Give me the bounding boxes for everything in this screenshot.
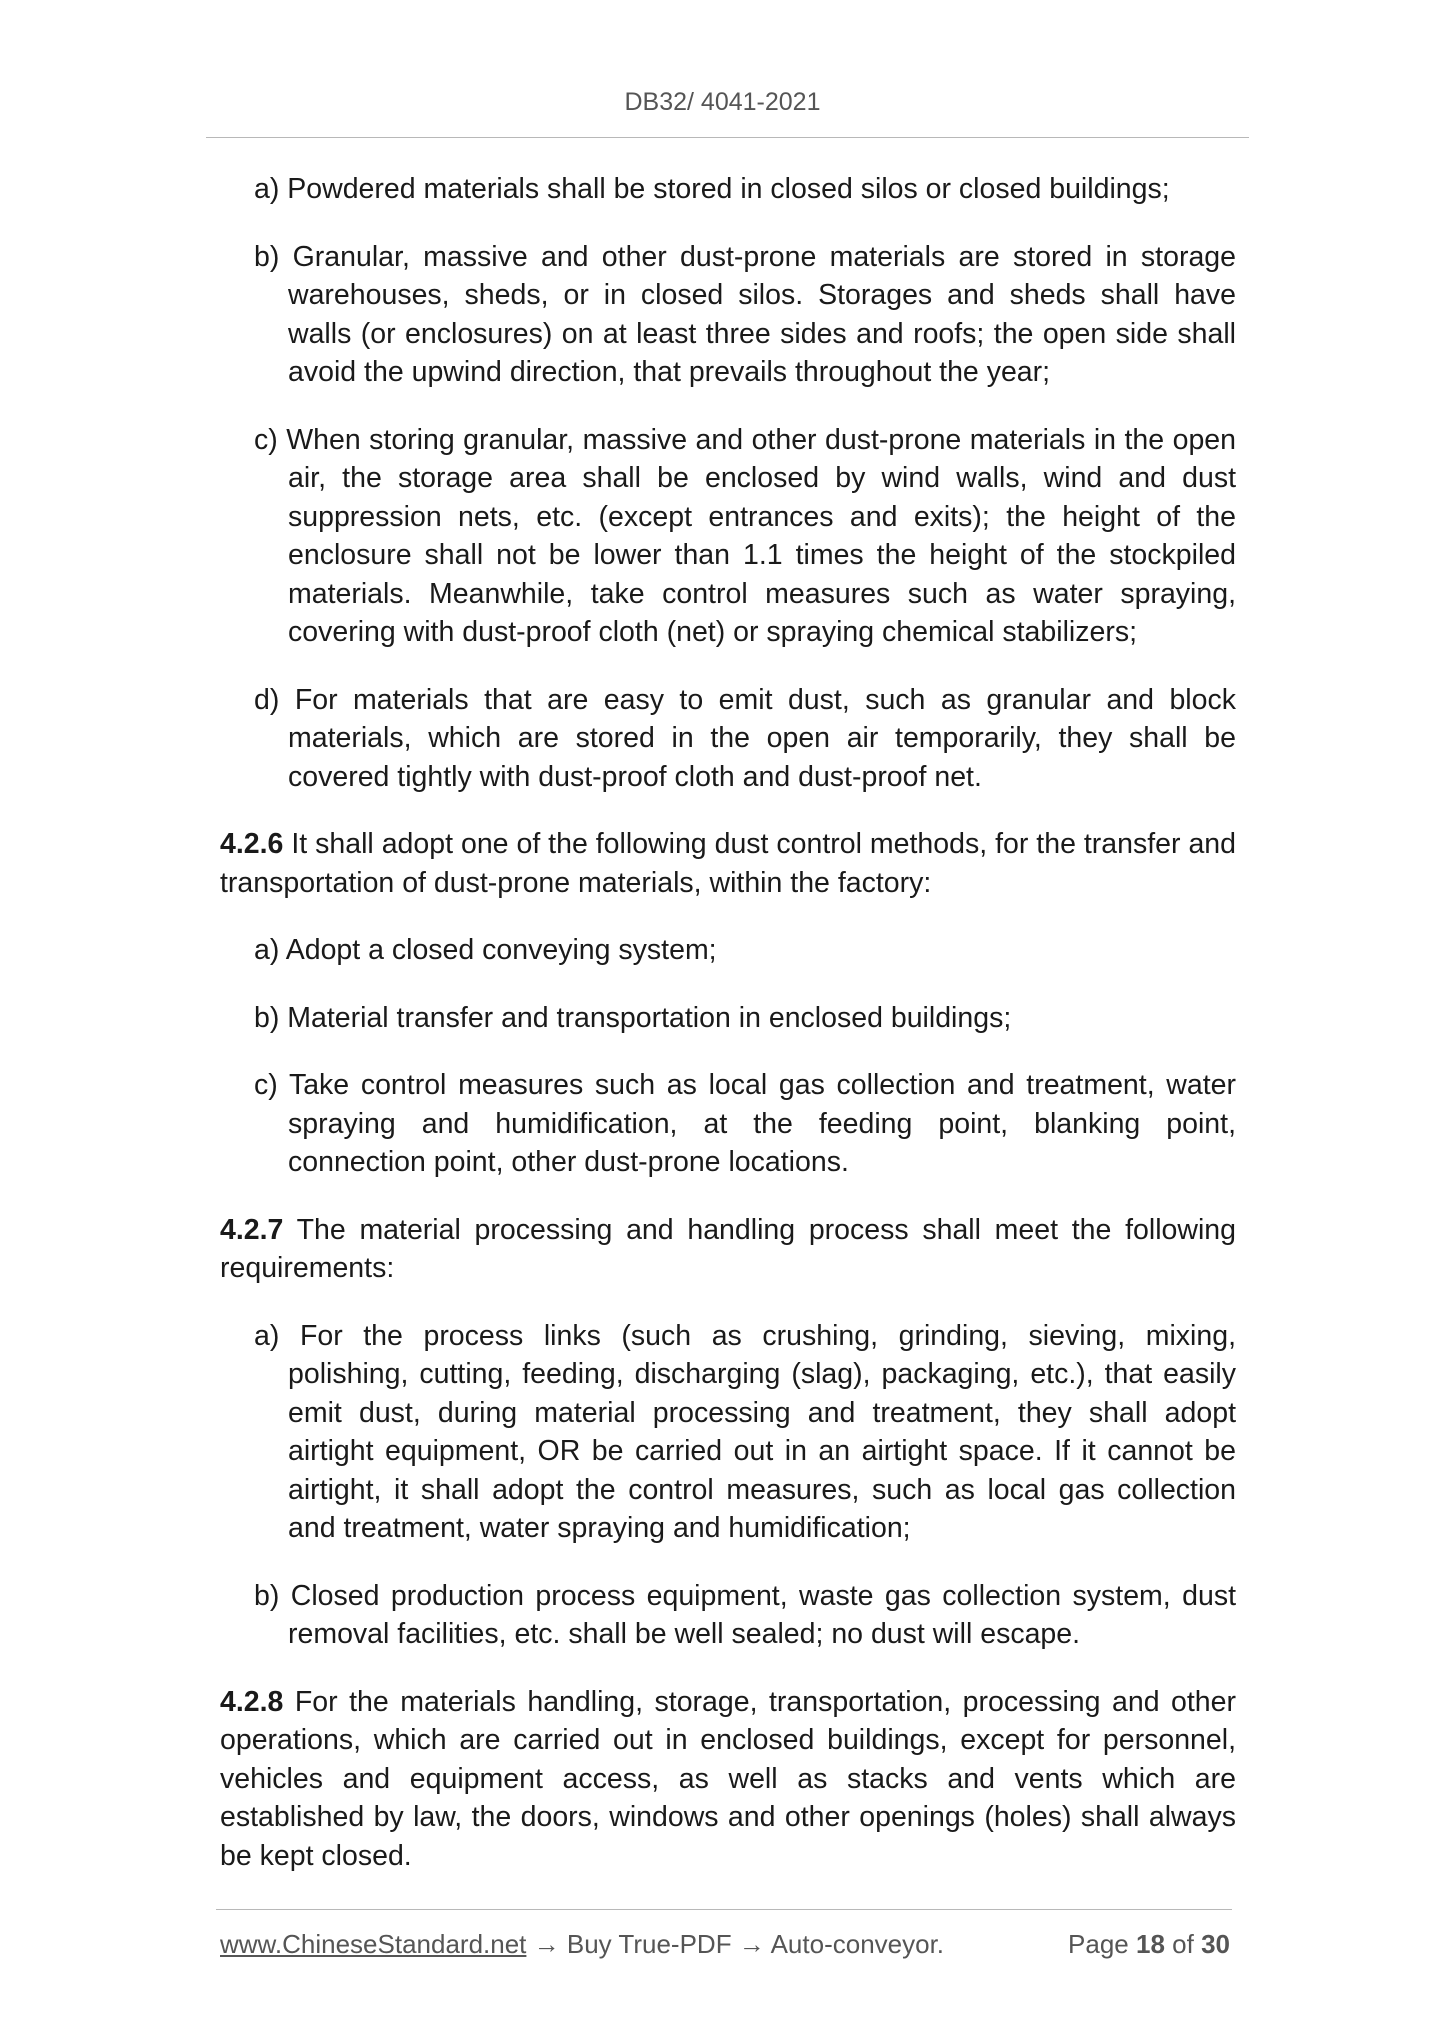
item-text: Take control measures such as local gas collection and treatment, water spraying and humidification, at the feeding point, blanking point, connection point, other dust-prone locations. [288, 1069, 1236, 1178]
document-body [220, 170, 1236, 1904]
page-footer [220, 1929, 1230, 1960]
footer-trail-text: → Buy True-PDF → Auto-conveyor. [533, 1929, 945, 1959]
item-label: c) [254, 1069, 278, 1101]
website-link[interactable]: www.ChineseStandard.net [220, 1929, 527, 1959]
clause-number: 4.2.6 [220, 828, 284, 860]
footer-divider [216, 1909, 1232, 1910]
footer-left [220, 1929, 944, 1960]
of-word: of [1172, 1929, 1194, 1959]
clause-number: 4.2.7 [220, 1213, 284, 1246]
item-text: For materials that are easy to emit dust, such as granular and block materials, which are stored in the open air temporarily, they shall be covered tightly with dust-proof cloth and dust-proof net. [288, 683, 1236, 793]
clause-paragraph [220, 1683, 1236, 1876]
item-text: When storing granular, massive and other dust-prone materials in the open air, the storage area shall be enclosed by wind walls, wind and dust suppression nets, etc. (except entrances and exits); the height of the enclosure shall not be lower than 1.1 times the height of the stockpiled materials. Meanwhile, take control measures such as water spraying, covering with dust-proof cloth (net) or spraying chemical stabilizers; [286, 423, 1236, 648]
item-text: Granular, massive and other dust-prone materials are stored in storage warehouses, sheds, or in closed silos. Storages and sheds shall have walls (or enclosures) on at least three sides and roofs; the open side shall avoid the upwind direction, that prevails throughout the year; [288, 240, 1236, 388]
item-label: b) [254, 1001, 280, 1034]
clause-number: 4.2.8 [220, 1685, 284, 1718]
page-word: Page [1068, 1929, 1129, 1959]
document-id-header: DB32/ 4041-2021 [624, 88, 821, 116]
item-label: c) [254, 423, 278, 456]
page-indicator [1068, 1929, 1230, 1960]
item-label: a) [254, 934, 280, 966]
total-pages-number: 30 [1201, 1929, 1230, 1959]
list-item [220, 421, 1236, 652]
item-text: Closed production process equipment, waste gas collection system, dust removal facilities, etc. shall be well sealed; no dust will escape. [288, 1579, 1236, 1650]
item-label: a) [254, 1319, 280, 1352]
list-item [220, 238, 1236, 392]
clause-paragraph [220, 825, 1236, 902]
clause-text: It shall adopt one of the following dust control methods, for the transfer and transportation of dust-prone materials, within the factory: [220, 828, 1236, 899]
item-text: Adopt a closed conveying system; [285, 934, 717, 966]
current-page-number: 18 [1136, 1929, 1165, 1959]
list-item [220, 170, 1236, 209]
list-item [220, 1317, 1236, 1548]
item-text: Material transfer and transportation in enclosed buildings; [287, 1001, 1012, 1034]
list-item [220, 999, 1236, 1038]
item-label: b) [254, 240, 280, 273]
list-item [220, 1577, 1236, 1654]
item-text: For the process links (such as crushing, grinding, sieving, mixing, polishing, cutting, feeding, discharging (slag), packaging, etc.), that easily emit dust, during material processing and treatment, they shall adopt airtight equipment, OR be carried out in an airtight space. If it cannot be airtight, it shall adopt the control measures, such as local gas collection and treatment, water spraying and humidification; [288, 1319, 1237, 1544]
clause-text: For the materials handling, storage, transportation, processing and other operations, which are carried out in enclosed buildings, except for personnel, vehicles and equipment access, as well as stacks and vents which are established by law, the doors, windows and other openings (holes) shall always be kept closed. [220, 1685, 1237, 1872]
item-label: d) [254, 683, 280, 716]
list-item [220, 931, 1236, 970]
list-item [220, 681, 1236, 797]
clause-paragraph [220, 1211, 1236, 1288]
clause-text: The material processing and handling process shall meet the following requirements: [220, 1213, 1236, 1284]
item-text: Powdered materials shall be stored in closed silos or closed buildings; [287, 173, 1170, 205]
item-label: a) [254, 173, 280, 205]
header-divider [206, 137, 1249, 138]
list-item [220, 1066, 1236, 1182]
item-label: b) [254, 1579, 280, 1612]
